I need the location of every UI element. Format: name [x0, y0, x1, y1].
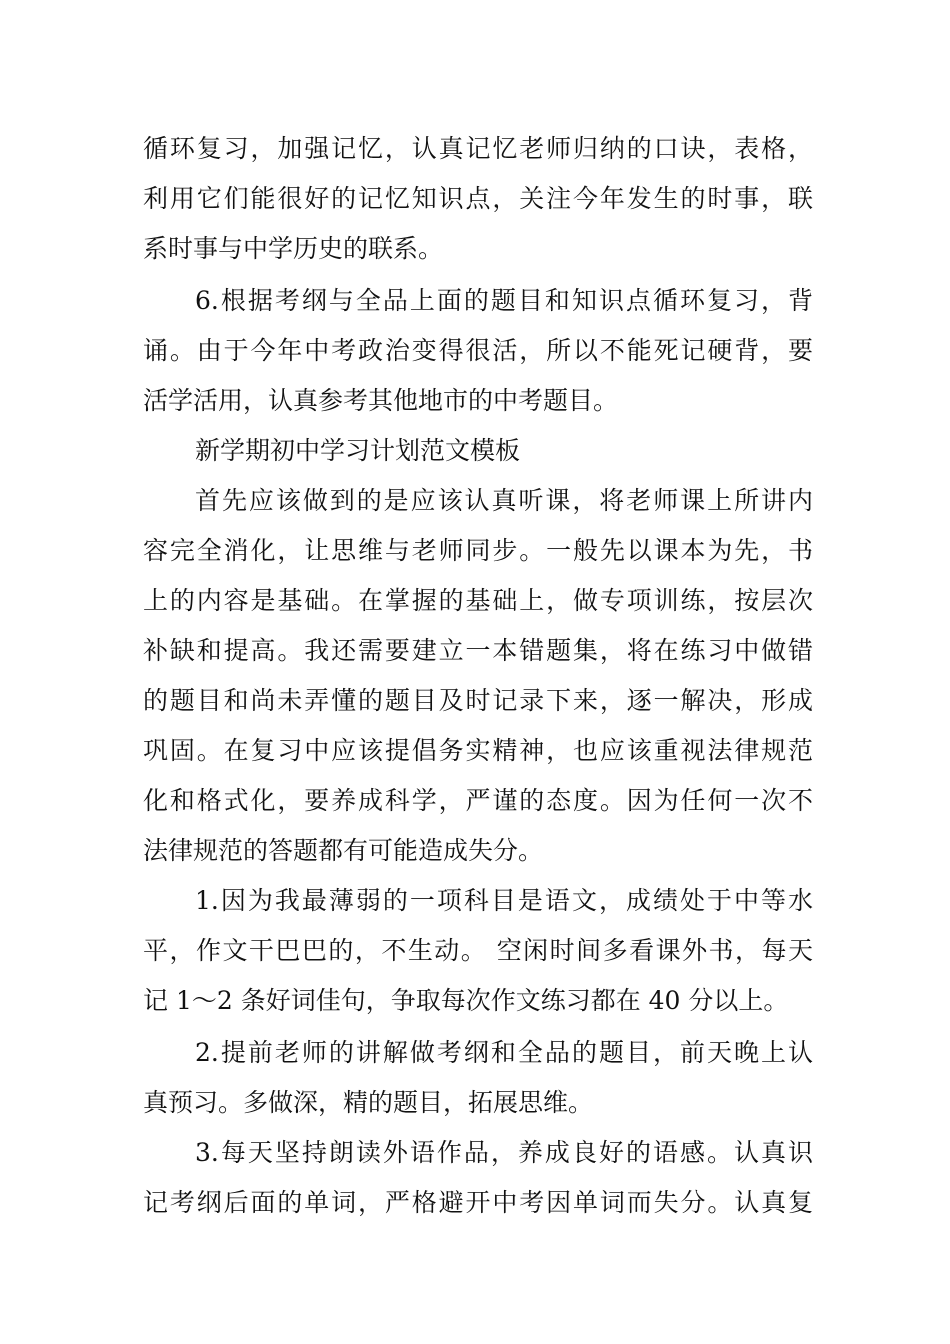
- body-text-line: 首先应该做到的是应该认真听课，将老师课上所讲内: [195, 486, 813, 515]
- body-text-line: 上的内容是基础。在掌握的基础上，做专项训练，按层次: [143, 586, 813, 615]
- body-text-line: 补缺和提高。我还需要建立一本错题集，将在练习中做错: [143, 636, 813, 665]
- body-text-line: 的题目和尚未弄懂的题目及时记录下来，逐一解决，形成: [143, 686, 813, 715]
- list-item-text-line: 1.因为我最薄弱的一项科目是语文，成绩处于中等水: [195, 886, 813, 915]
- body-text-line: 巩固。在复习中应该提倡务实精神，也应该重视法律规范: [143, 736, 813, 765]
- section-heading: 新学期初中学习计划范文模板: [195, 436, 521, 465]
- body-text-line: 平，作文干巴巴的，不生动。 空闲时间多看课外书，每天: [143, 936, 813, 965]
- body-text-line: 容完全消化，让思维与老师同步。一般先以课本为先，书: [143, 536, 813, 565]
- body-text-line: 化和格式化，要养成科学，严谨的态度。因为任何一次不: [143, 786, 813, 815]
- body-text-line: 法律规范的答题都有可能造成失分。: [143, 836, 544, 865]
- body-text-line: 活学活用，认真参考其他地市的中考题目。: [143, 386, 619, 415]
- body-text-line: 记考纲后面的单词，严格避开中考因单词而失分。认真复: [143, 1188, 813, 1217]
- body-text-line: 系时事与中学历史的联系。: [143, 234, 444, 263]
- body-text-line: 利用它们能很好的记忆知识点，关注今年发生的时事，联: [143, 184, 813, 213]
- body-text-line: 真预习。多做深，精的题目，拓展思维。: [143, 1088, 594, 1117]
- list-item-text-line: 6.根据考纲与全品上面的题目和知识点循环复习，背: [195, 286, 813, 315]
- body-text-line: 记 1～2 条好词佳句，争取每次作文练习都在 40 分以上。: [143, 986, 789, 1015]
- list-item-text-line: 2.提前老师的讲解做考纲和全品的题目，前天晚上认: [195, 1038, 813, 1067]
- body-text-line: 诵。由于今年中考政治变得很活，所以不能死记硬背，要: [143, 336, 813, 365]
- body-text-line: 循环复习，加强记忆，认真记忆老师归纳的口诀，表格，: [143, 134, 813, 163]
- list-item-text-line: 3.每天坚持朗读外语作品，养成良好的语感。认真识: [195, 1138, 813, 1167]
